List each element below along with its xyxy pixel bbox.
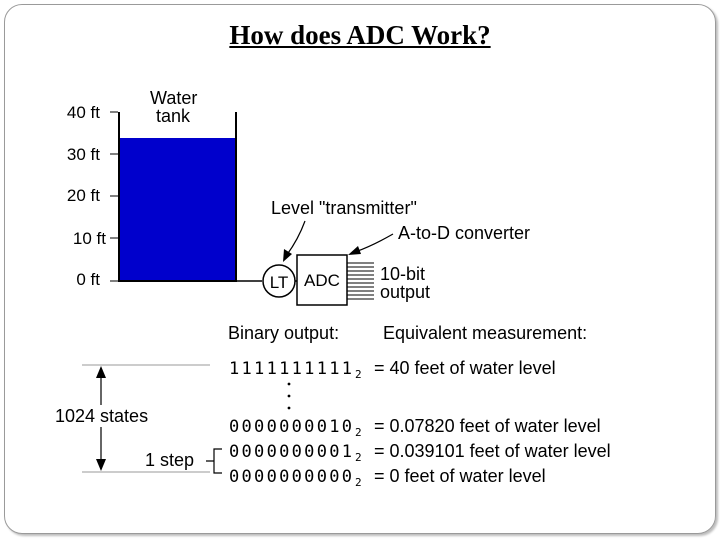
binary-base-row3: 2 bbox=[355, 451, 362, 464]
scale-label-40: 40 ft bbox=[66, 103, 100, 122]
binary-value-row3: 0000000001 bbox=[229, 442, 352, 462]
binary-value-row1: 1111111111 bbox=[229, 359, 352, 379]
adc-label: ADC bbox=[304, 271, 340, 290]
ellipsis-dots bbox=[288, 383, 291, 410]
scale-label-0: 0 ft bbox=[76, 270, 100, 289]
measure-row1: = 40 feet of water level bbox=[374, 358, 556, 378]
output-label-line2: output bbox=[380, 282, 431, 302]
states-label: 1024 states bbox=[55, 406, 149, 426]
transmitter-arrow bbox=[286, 221, 305, 256]
binary-base-row1: 2 bbox=[355, 368, 362, 381]
scale-ticks bbox=[110, 112, 118, 281]
measure-row3: = 0.039101 feet of water level bbox=[374, 441, 611, 461]
step-bracket bbox=[206, 449, 222, 473]
scale-label-20: 20 ft bbox=[66, 186, 100, 205]
converter-arrow bbox=[355, 234, 393, 252]
binary-base-row2: 2 bbox=[355, 426, 362, 439]
transmitter-arrowhead bbox=[283, 249, 292, 262]
adc-output-lines bbox=[347, 263, 374, 299]
binary-header: Binary output: bbox=[228, 323, 340, 343]
states-arrowhead-down bbox=[96, 459, 106, 471]
output-label-line1: 10-bit bbox=[380, 264, 426, 284]
measure-header: Equivalent measurement: bbox=[383, 323, 588, 343]
measure-row2: = 0.07820 feet of water level bbox=[374, 416, 601, 436]
measure-row4: = 0 feet of water level bbox=[374, 466, 546, 486]
tank-label-line2: tank bbox=[156, 106, 191, 126]
converter-arrowhead bbox=[348, 246, 361, 255]
transmitter-label: Level "transmitter" bbox=[271, 198, 417, 218]
binary-value-row4: 0000000000 bbox=[229, 467, 352, 487]
lt-label: LT bbox=[269, 273, 289, 292]
binary-base-row4: 2 bbox=[355, 476, 362, 489]
converter-label: A-to-D converter bbox=[398, 223, 531, 243]
binary-value-row2: 0000000010 bbox=[229, 417, 352, 437]
scale-label-10: 10 ft bbox=[72, 229, 106, 248]
scale-label-30: 30 ft bbox=[66, 145, 100, 164]
step-label: 1 step bbox=[145, 450, 195, 470]
tank-label-line1: Water bbox=[150, 88, 198, 108]
slide-title: How does ADC Work? bbox=[229, 20, 491, 50]
water-fill bbox=[119, 138, 236, 281]
states-arrowhead-up bbox=[96, 366, 106, 378]
